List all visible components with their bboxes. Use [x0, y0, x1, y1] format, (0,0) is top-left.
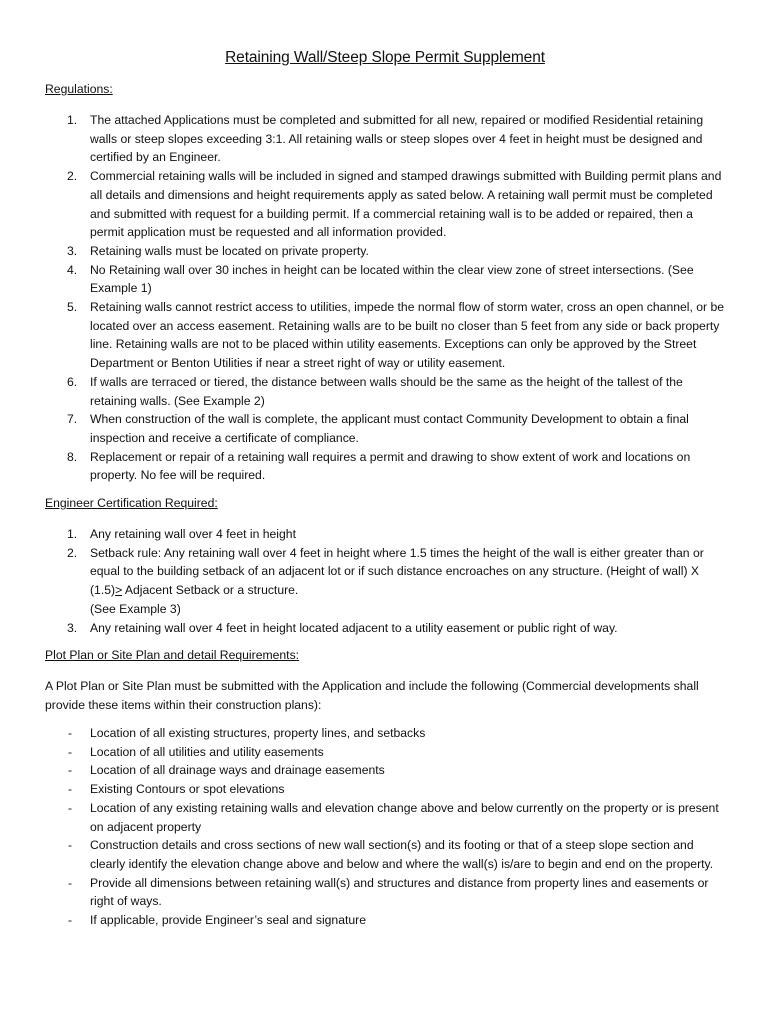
item-number: 7.	[67, 412, 78, 427]
bullet-dash: -	[68, 913, 73, 928]
regulation-item	[0, 261, 730, 298]
requirement-item	[0, 761, 730, 780]
regulation-item	[0, 298, 730, 373]
regulations-heading: Regulations:	[45, 82, 113, 96]
item-text: Existing Contours or spot elevations	[90, 782, 285, 797]
item-number: 2.	[67, 169, 78, 184]
item-number: 5.	[67, 300, 78, 315]
plot-plan-intro: A Plot Plan or Site Plan must be submitted with the Application and include the following (Commercial developments shall provide these items within their construction plans):	[45, 679, 699, 712]
bullet-dash: -	[68, 800, 73, 815]
bullet-dash: -	[68, 782, 73, 797]
item-text: Any retaining wall over 4 feet in height located adjacent to a utility easement or public right of way.	[90, 620, 618, 635]
bullet-dash: -	[68, 744, 73, 759]
item-text: Location of all existing structures, property lines, and setbacks	[90, 726, 426, 740]
item-text: When construction of the wall is complete, the applicant must contact Community Development to obtain a final inspection and receive a certificate of compliance.	[90, 412, 689, 445]
bullet-dash: -	[68, 838, 73, 853]
item-text: Location of any existing retaining walls and elevation change above and below currently on the property or is present on adjacent property	[90, 800, 719, 834]
bullet-dash: -	[68, 763, 73, 778]
regulation-item	[0, 242, 730, 261]
item-text: Any retaining wall over 4 feet in height	[90, 527, 296, 541]
item-text: If applicable, provide Engineer’s seal and signature	[90, 913, 366, 928]
example-reference: (See Example 3)	[90, 601, 181, 616]
requirement-item	[0, 836, 730, 873]
engineer-item	[0, 525, 730, 544]
bullet-dash: -	[68, 726, 73, 740]
requirement-item	[0, 743, 730, 762]
engineer-item	[0, 544, 730, 619]
regulation-item	[0, 167, 730, 242]
requirement-item	[0, 724, 730, 743]
bullet-dash: -	[68, 875, 73, 890]
requirement-item	[0, 911, 730, 930]
item-text: Retaining walls cannot restrict access to utilities, impede the normal flow of storm water, cross an open channel, or be located over an access easement. Retaining walls are to be built no closer than 5 feet from any side or back property line. Retaining walls are not to be placed within utility easements. Exceptions can only be approved by the Street Department or Benton Utilities if near a street right of way or utility easement.	[90, 300, 725, 371]
item-number: 3.	[67, 620, 78, 635]
requirement-item	[0, 799, 730, 836]
regulation-item	[0, 111, 730, 167]
item-text: Construction details and cross sections of new wall section(s) and its footing or that of a steep slope section and clearly identify the elevation change above and below and where the wall(s) is/are to begin and end on the property.	[90, 838, 714, 871]
item-number: 1.	[67, 113, 78, 127]
greater-or-equal-symbol: >	[115, 583, 123, 598]
requirement-item	[0, 874, 730, 911]
item-text: Location of all drainage ways and drainage easements	[90, 763, 385, 778]
plot-plan-heading: Plot Plan or Site Plan and detail Requirements:	[45, 648, 300, 662]
item-number: 4.	[67, 262, 78, 277]
item-number: 1.	[67, 527, 78, 541]
item-text: Retaining walls must be located on private property.	[90, 243, 369, 258]
item-number: 3.	[67, 243, 78, 258]
item-text: Location of all utilities and utility easements	[90, 744, 324, 759]
engineer-heading: Engineer Certification Required:	[45, 496, 218, 510]
regulation-item	[0, 410, 730, 447]
engineer-list	[0, 525, 770, 637]
item-text: Replacement or repair of a retaining wall requires a permit and drawing to show extent of work and locations on property. No fee will be required.	[90, 449, 691, 483]
engineer-item	[0, 619, 730, 638]
item-text: If walls are terraced or tiered, the distance between walls should be the same as the height of the tallest of the retaining walls. (See Example 2)	[90, 374, 683, 408]
item-text: Commercial retaining walls will be included in signed and stamped drawings submitted with Building permit plans and all details and dimensions and height requirements apply as sated below. A retaining wall permit must be completed and submitted with request for a building permit. If a commercial retaining wall is to be added or repaired, then a permit application must be requested and all information provided.	[90, 169, 722, 240]
item-text: No Retaining wall over 30 inches in height can be located within the clear view zone of street intersections. (See Example 1)	[90, 262, 694, 296]
plot-plan-list	[0, 724, 770, 930]
item-text: Provide all dimensions between retaining wall(s) and structures and distance from property lines and easements or right of ways.	[90, 875, 709, 909]
page-title: Retaining Wall/Steep Slope Permit Supplement	[225, 49, 545, 66]
item-text: Setback rule: Any retaining wall over 4 feet in height where 1.5 times the height of the wall is either greater than or equal to the building setback of an adjacent lot or if such distance encroaches on any structure. (Height of wall) X (1.5)	[90, 545, 704, 598]
regulation-item	[0, 448, 730, 485]
regulation-item	[0, 373, 730, 410]
regulations-list	[0, 111, 770, 485]
item-text-continued: Adjacent Setback or a structure.	[122, 583, 299, 598]
item-number: 6.	[67, 374, 78, 389]
item-number: 2.	[67, 545, 78, 560]
requirement-item	[0, 780, 730, 799]
item-text: The attached Applications must be completed and submitted for all new, repaired or modified Residential retaining walls or steep slopes exceeding 3:1. All retaining walls or steep slopes over 4 feet in height must be designed and certified by an Engineer.	[90, 113, 704, 165]
item-number: 8.	[67, 449, 78, 464]
